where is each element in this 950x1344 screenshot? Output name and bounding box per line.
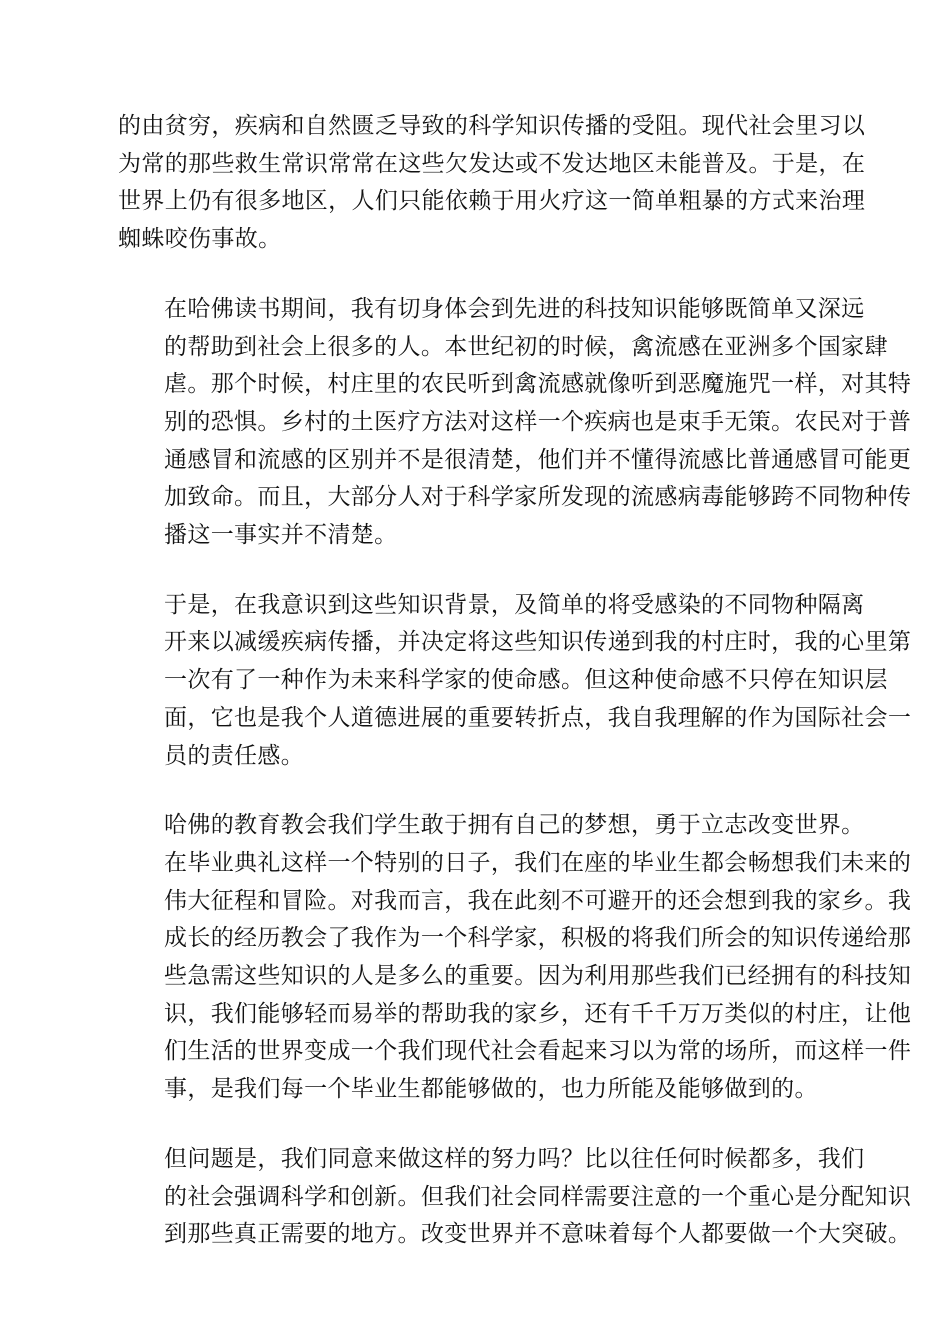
paragraph-4	[118, 807, 912, 1109]
text-line: 的社会强调科学和创新。但我们社会同样需要注意的一个重心是分配知识	[164, 1183, 912, 1210]
text-line: 加致命。而且，大部分人对于科学家所发现的流感病毒能够跨不同物种传	[164, 484, 912, 511]
text-line: 世界上仍有很多地区，人们只能依赖于用火疗这一简单粗暴的方式来治理	[118, 188, 866, 215]
text-line: 的由贫穷，疾病和自然匮乏导致的科学知识传播的受阻。现代社会里习以	[118, 113, 866, 139]
text-line: 一次有了一种作为未来科学家的使命感。但这种使命感不只停在知识层	[164, 667, 888, 694]
text-line: 员的责任感。	[164, 742, 305, 769]
paragraph-1	[118, 108, 866, 259]
paragraph-2	[118, 291, 912, 555]
text-line: 播这一事实并不清楚。	[164, 522, 398, 549]
text-line: 在毕业典礼这样一个特别的日子，我们在座的毕业生都会畅想我们未来的	[164, 849, 912, 876]
text-line: 为常的那些救生常识常常在这些欠发达或不发达地区未能普及。于是，在	[118, 150, 866, 177]
text-line: 但问题是，我们同意来做这样的努力吗？比以往任何时候都多，我们	[164, 1145, 865, 1172]
text-line: 们生活的世界变成一个我们现代社会看起来习以为常的场所，而这样一件	[164, 1038, 912, 1065]
text-line: 通感冒和流感的区别并不是很清楚，他们并不懂得流感比普通感冒可能更	[164, 446, 912, 473]
text-line: 些急需这些知识的人是多么的重要。因为利用那些我们已经拥有的科技知	[164, 963, 912, 990]
text-line: 识，我们能够轻而易举的帮助我的家乡，还有千千万万类似的村庄，让他	[164, 1000, 912, 1027]
text-line: 事，是我们每一个毕业生都能够做的，也力所能及能够做到的。	[164, 1076, 818, 1103]
paragraph-3	[118, 587, 912, 776]
text-line: 伟大征程和冒险。对我而言，我在此刻不可避开的还会想到我的家乡。我	[164, 887, 912, 914]
text-line: 别的恐惧。乡村的土医疗方法对这样一个疾病也是束手无策。农民对于普	[164, 408, 912, 435]
text-line: 面，它也是我个人道德进展的重要转折点，我自我理解的作为国际社会一	[164, 704, 912, 731]
paragraph-5	[118, 1141, 912, 1254]
text-line: 到那些真正需要的地方。改变世界并不意味着每个人都要做一个大突破。	[164, 1221, 912, 1248]
text-line: 于是，在我意识到这些知识背景，及简单的将受感染的不同物种隔离	[164, 591, 865, 618]
text-line: 蜘蛛咬伤事故。	[118, 226, 282, 253]
text-line: 开来以减缓疾病传播，并决定将这些知识传递到我的村庄时，我的心里第	[164, 629, 912, 656]
text-line: 在哈佛读书期间，我有切身体会到先进的科技知识能够既简单又深远	[164, 295, 865, 322]
text-line: 的帮助到社会上很多的人。本世纪初的时候，禽流感在亚洲多个国家肆	[164, 333, 888, 360]
document-page	[118, 108, 912, 1286]
text-line: 哈佛的教育教会我们学生敢于拥有自己的梦想，勇于立志改变世界。	[164, 812, 865, 839]
text-line: 虐。那个时候，村庄里的农民听到禽流感就像听到恶魔施咒一样，对其特	[164, 371, 912, 398]
text-line: 成长的经历教会了我作为一个科学家，积极的将我们所会的知识传递给那	[164, 925, 912, 952]
